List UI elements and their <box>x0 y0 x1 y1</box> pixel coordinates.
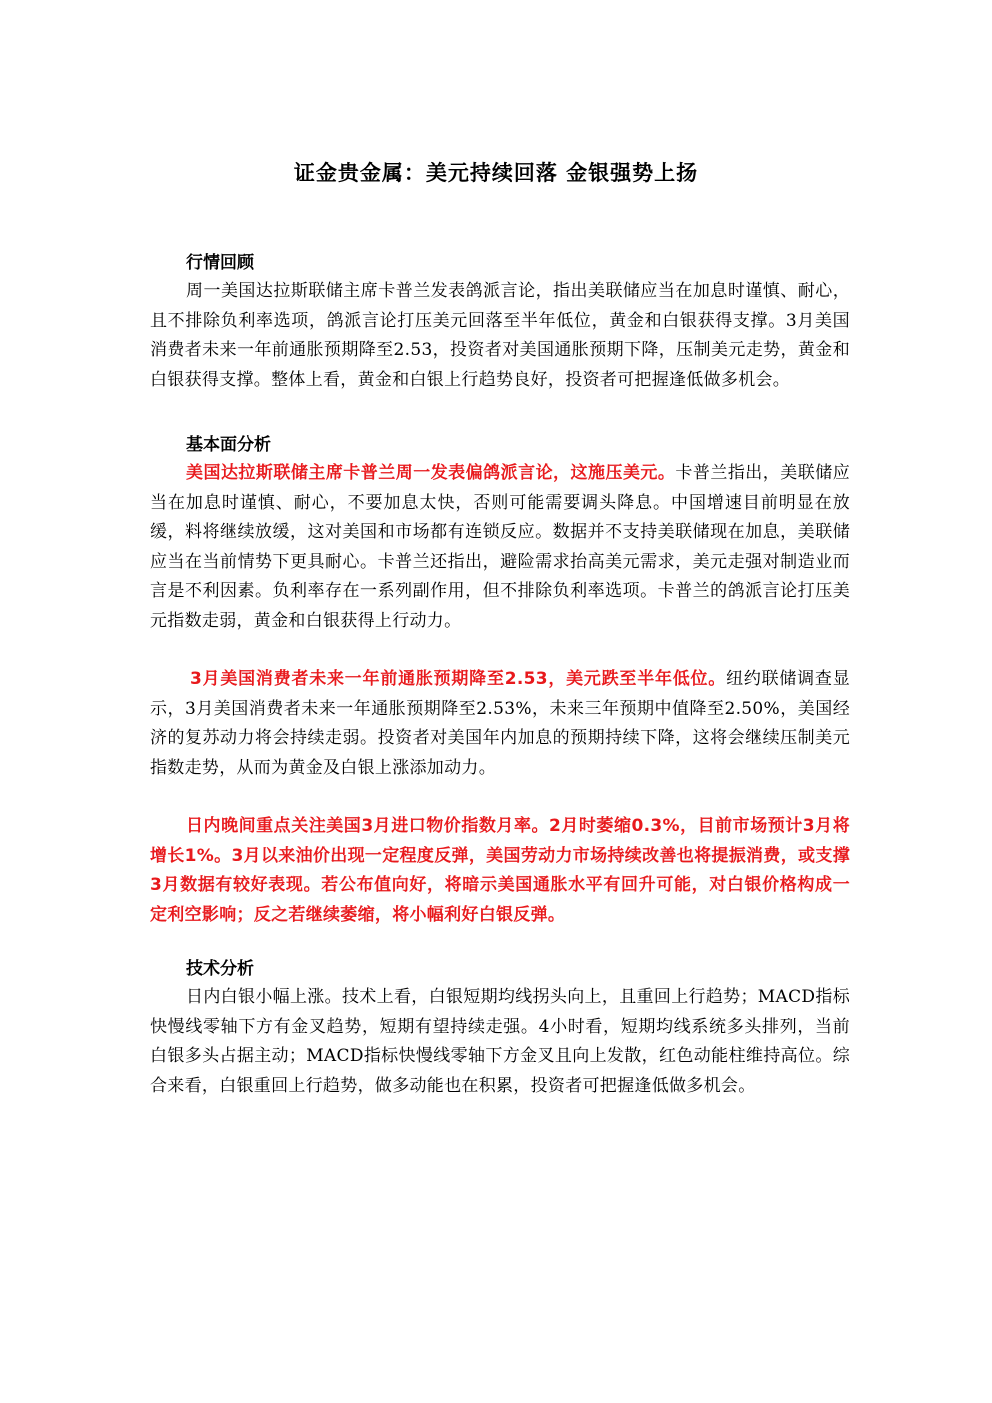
section-market-review <box>150 249 850 395</box>
paragraph-text: 日内白银小幅上涨。技术上看，白银短期均线拐头向上，且重回上行趋势；MACD指标快慢线零轴下方有金叉趋势，短期有望持续走强。4小时看，短期均线系统多头排列，当前白银多头占据主动；MACD指标快慢线零轴下方金叉且向上发散，红色动能柱维持高位。综合来看，白银重回上行趋势，做多动能也在积累，投资者可把握逢低做多机会。 <box>150 987 850 1096</box>
section-heading: 技术分析 <box>186 959 254 979</box>
paragraph <box>150 459 850 636</box>
section-technical-analysis <box>150 955 850 1101</box>
paragraph <box>150 665 850 783</box>
paragraph-highlight <box>150 812 850 930</box>
paragraph-text: 纽约联储调查显示，3月美国消费者未来一年通胀预期降至2.53%，未来三年预期中值降至2.50%，美国经济的复苏动力将会持续走弱。投资者对美国年内加息的预期持续下降，这将会继续压制美元指数走势，从而为黄金及白银上涨添加动力。 <box>150 669 850 778</box>
section-heading: 行情回顾 <box>186 253 254 273</box>
paragraph-text: 卡普兰指出，美联储应当在加息时谨慎、耐心，不要加息太快，否则可能需要调头降息。中国增速目前明显在放缓，料将继续放缓，这对美国和市场都有连锁反应。数据并不支持美联储现在加息，美联储应当在当前情势下更具耐心。卡普兰还指出，避险需求抬高美元需求，美元走强对制造业而言是不利因素。负利率存在一系列副作用，但不排除负利率选项。卡普兰的鸽派言论打压美元指数走弱，黄金和白银获得上行动力。 <box>150 463 850 631</box>
paragraph <box>150 983 850 1101</box>
document-title: 证金贵金属：美元持续回落 金银强势上扬 <box>293 161 699 185</box>
highlight-text: 日内晚间重点关注美国3月进口物价指数月率。2月时萎缩0.3%，目前市场预计3月将增长1%。3月以来油价出现一定程度反弹，美国劳动力市场持续改善也将提振消费，或支撑3月数据有较好表现。若公布值向好，将暗示美国通胀水平有回升可能，对白银价格构成一定利空影响；反之若继续萎缩，将小幅利好白银反弹。 <box>150 816 850 925</box>
section-heading: 基本面分析 <box>186 435 271 455</box>
highlight-lead: 美国达拉斯联储主席卡普兰周一发表偏鸽派言论，这施压美元。 <box>186 463 676 483</box>
highlight-lead: 3月美国消费者未来一年前通胀预期降至2.53，美元跌至半年低位。 <box>190 669 727 689</box>
section-fundamental-analysis <box>150 431 850 930</box>
paragraph-text: 周一美国达拉斯联储主席卡普兰发表鸽派言论，指出美联储应当在加息时谨慎、耐心，且不排除负利率选项，鸽派言论打压美元回落至半年低位，黄金和白银获得支撑。3月美国消费者未来一年前通胀预期降至2.53，投资者对美国通胀预期下降，压制美元走势，黄金和白银获得支撑。整体上看，黄金和白银上行趋势良好，投资者可把握逢低做多机会。 <box>150 281 850 390</box>
paragraph <box>150 277 850 395</box>
